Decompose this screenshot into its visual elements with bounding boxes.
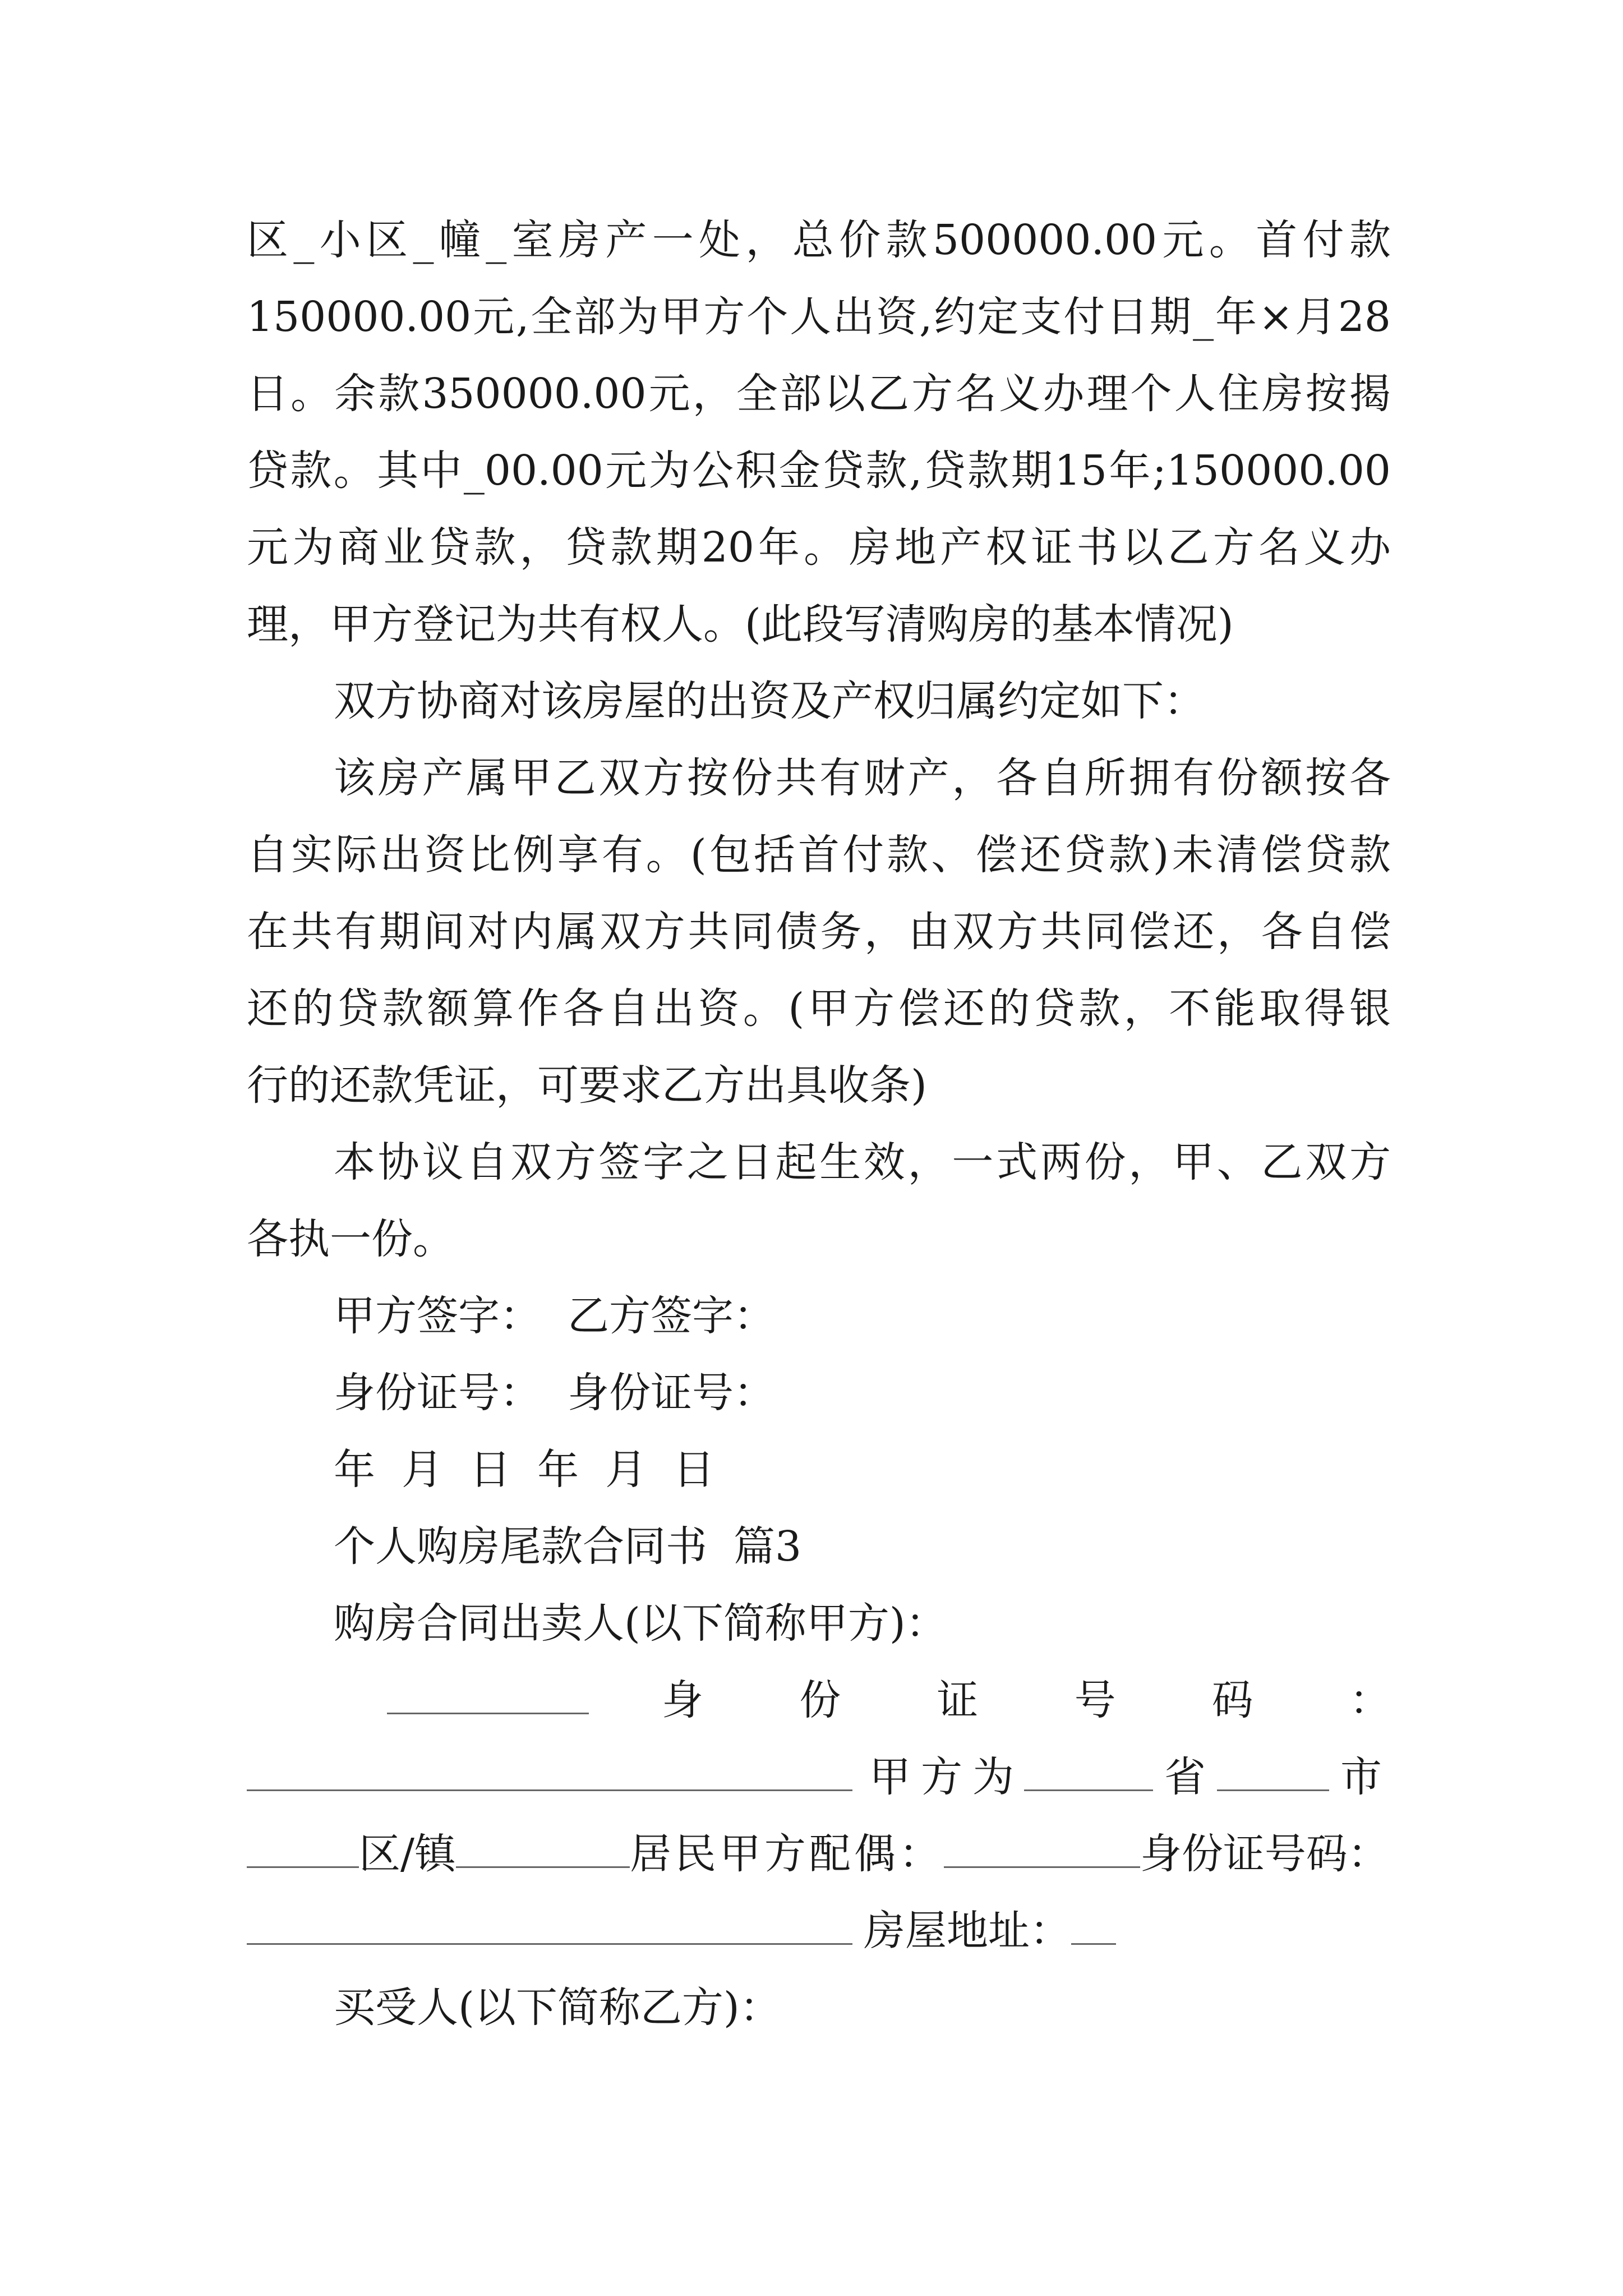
form-char: 码 [1211,1676,1253,1724]
form-char: 证 [937,1676,979,1724]
town-blank[interactable] [456,1833,630,1868]
spouse-id-blank[interactable] [247,1910,852,1945]
province-blank[interactable] [1024,1756,1153,1791]
text-line: 理，甲方登记为共有权人。(此段写清购房的基本情况) [247,600,1234,648]
house-address-label: 房屋地址： [864,1907,1071,1955]
paragraph-effective-clause [247,1124,1391,1278]
district-blank[interactable] [247,1833,359,1868]
paragraph-purchase-details [247,202,1391,663]
seller-label: 购房合同出卖人(以下简称甲方)： [334,1599,947,1648]
text-line: 行的还款凭证，可要求乙方出具收条) [247,1061,927,1110]
house-address-blank[interactable] [1071,1910,1116,1945]
seller-id-row [247,1662,1391,1739]
text-line: 各执一份。 [247,1215,454,1263]
form-char: 身 [662,1676,703,1724]
text-line: 该房产属甲乙双方按份共有财产，各自所拥有份额按各 [334,754,1391,802]
district-label: 区/镇 [359,1830,456,1878]
text-line: 区_小区_幢_室房产一处，总价款500000.00元。首付款 [247,216,1391,264]
form-char: 份 [799,1676,841,1724]
city-label: 市 [1340,1753,1382,1801]
seller-name-blank[interactable] [387,1679,589,1714]
spouse-row [247,1816,1391,1893]
text-line: 日。余款350000.00元，全部以乙方名义办理个人住房按揭 [247,370,1391,418]
text-line: 本协议自双方签字之日起生效，一式两份，甲、乙双方 [334,1138,1391,1186]
spouse-id-label: 身份证号码： [1140,1830,1389,1878]
buyer-label: 买受人(以下简称乙方)： [334,1984,781,2032]
text-line: 自实际出资比例享有。(包括首付款、偿还贷款)未清偿贷款 [247,831,1391,879]
resident-spouse-label: 居民甲方配偶： [629,1830,944,1878]
form-char: 号 [1074,1676,1116,1724]
text-line: 在共有期间对内属双方共同债务，由双方共同偿还，各自偿 [247,908,1391,956]
party-a-is-label: 甲方为 [869,1753,1024,1801]
id-number-line: 身份证号： 身份证号： [334,1369,776,1417]
date-line: 年 月 日 年 月 日 [334,1446,715,1494]
text-line: 元为商业贷款，贷款期20年。房地产权证书以乙方名义办 [247,523,1391,572]
province-label: 省 [1164,1753,1206,1801]
seller-id-blank[interactable] [247,1756,852,1791]
signature-line: 甲方签字： 乙方签字： [334,1292,776,1340]
house-address-row [247,1893,1391,1970]
seller-residence-row [247,1739,1391,1816]
form-char: ： [1349,1676,1391,1724]
text-line: 150000.00元,全部为甲方个人出资,约定支付日期_年×月28 [247,293,1391,341]
city-blank[interactable] [1217,1756,1329,1791]
paragraph-ownership-terms [247,740,1391,1124]
document-body [247,202,1391,2046]
text-line: 还的贷款额算作各自出资。(甲方偿还的贷款，不能取得银 [247,984,1391,1033]
text-line: 贷款。其中_00.00元为公积金贷款,贷款期15年;150000.00 [247,447,1391,495]
spouse-name-blank[interactable] [944,1833,1140,1868]
paragraph-agreement-intro: 双方协商对该房屋的出资及产权归属约定如下： [334,677,1205,725]
section-heading: 个人购房尾款合同书 篇3 [334,1522,802,1571]
